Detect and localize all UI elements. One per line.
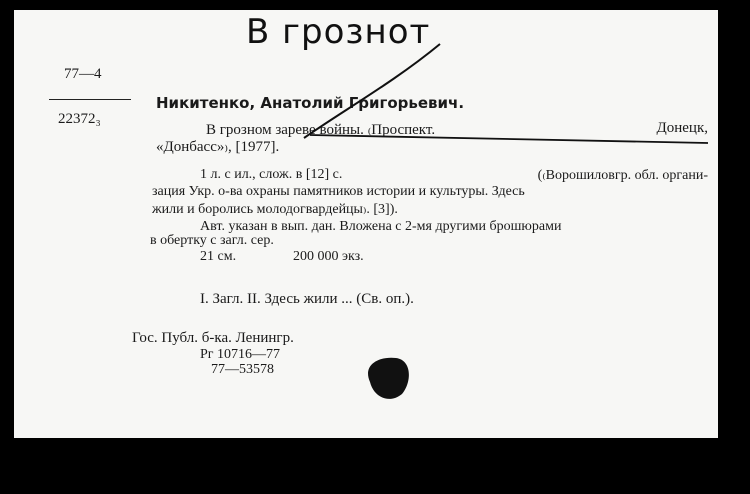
note-line-1: Авт. указан в вып. дан. Вложена с 2-мя другими брошюрами <box>200 219 562 234</box>
print-run-text: 200 000 экз. <box>293 249 364 264</box>
description-line-3: жили и боролись молодогвардейцы₎. [3]). <box>152 202 398 217</box>
ink-blot <box>368 358 409 399</box>
extent-text: 1 л. с ил., слож. в [12] с. <box>200 167 343 182</box>
tracings-text: I. Загл. II. Здесь жили ... (Св. оп.). <box>200 291 414 307</box>
description-line-2: зация Укр. о-ва охраны памятников истории и культуры. Здесь <box>152 184 525 199</box>
publisher-line: «Донбасс»₎, [1977]. <box>156 139 280 155</box>
size-text: 21 см. <box>200 249 237 264</box>
call-number-top: 77—4 <box>64 66 102 82</box>
handwritten-underline <box>310 135 708 143</box>
catalog-card <box>14 10 718 438</box>
handwritten-note: В грознот <box>246 12 431 52</box>
title-text: В грозном зареве войны. ₍Проспект. <box>206 122 436 138</box>
library-name: Гос. Публ. б-ка. Ленингр. <box>132 330 294 346</box>
author-heading: Никитенко, Анатолий Григорьевич. <box>156 94 465 112</box>
place-text: Донецк, <box>656 120 708 136</box>
series-text: (₍Ворошиловгр. обл. органи- <box>537 168 708 183</box>
library-code-2: 77—53578 <box>211 362 274 377</box>
note-line-2: в обертку с загл. сер. <box>150 233 274 248</box>
handwritten-stroke <box>304 44 440 138</box>
markings-overlay <box>14 10 718 438</box>
library-code-1: Рг 10716—77 <box>200 347 281 362</box>
call-number-bottom: 22372₃ <box>58 111 101 127</box>
